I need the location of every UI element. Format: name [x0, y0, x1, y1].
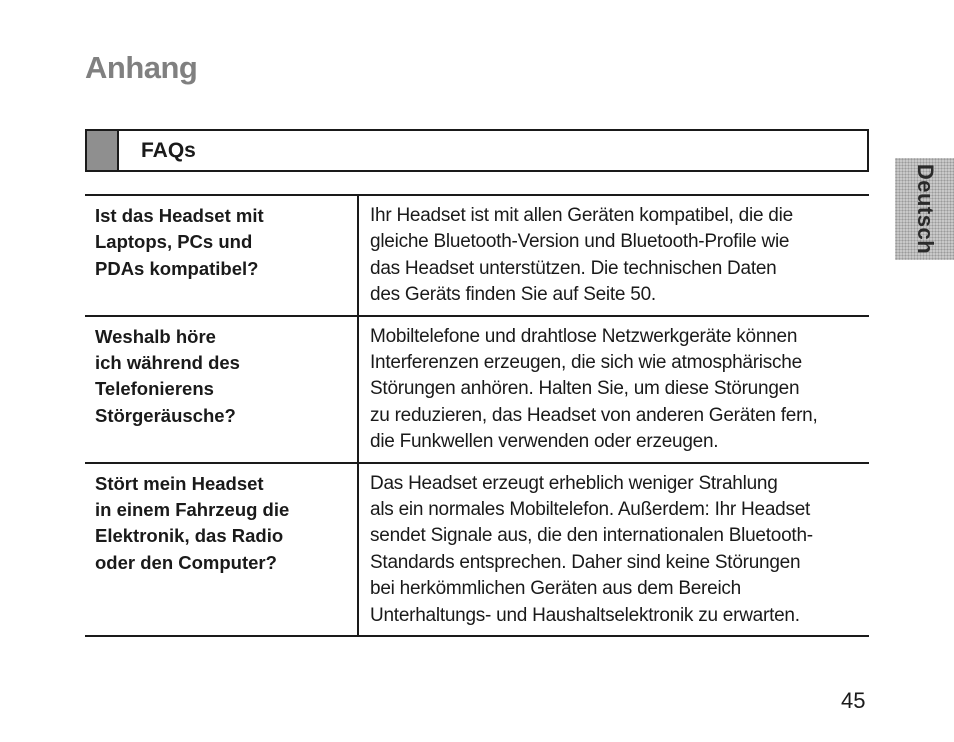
- faq-question-text: Weshalb höre ich während des Telefonierens Störgeräusche?: [95, 325, 240, 426]
- faq-question: [85, 195, 358, 316]
- faq-answer: [358, 195, 869, 316]
- language-tab-label: Deutsch: [912, 163, 938, 255]
- faq-answer: [358, 463, 869, 636]
- section-marker: [87, 131, 119, 170]
- faq-question: [85, 463, 358, 636]
- faq-question-text: Stört mein Headset in einem Fahrzeug die Elektronik, das Radio oder den Computer?: [95, 472, 290, 573]
- faq-table: [85, 194, 869, 637]
- page-number: 45: [841, 688, 866, 713]
- faq-answer: [358, 316, 869, 463]
- language-tab: [895, 158, 954, 260]
- table-row: [85, 195, 869, 316]
- section-title: FAQs: [141, 139, 196, 162]
- page-title: Anhang: [85, 50, 198, 85]
- faq-question: [85, 316, 358, 463]
- faq-answer-text: Mobiltelefone und drahtlose Netzwerkgeräte können Interferenzen erzeugen, die sich wie atmosphärische Störungen anhören. Halten Sie, um diese Störungen zu reduzieren, das Headset von anderen Geräten fern, die Funkwellen verwenden oder erzeugen.: [370, 325, 818, 453]
- table-row: [85, 316, 869, 463]
- faq-answer-text: Das Headset erzeugt erheblich weniger Strahlung als ein normales Mobiltelefon. Außerdem: Ihr Headset sendet Signale aus, die den internationalen Bluetooth- Standards entsprechen. Daher sind keine Störungen bei herkömmlichen Geräten aus dem Bereich Unterhaltungs- und Haushaltselektronik zu erwarten.: [370, 472, 813, 626]
- section-header-faqs: [85, 129, 869, 172]
- faq-answer-text: Ihr Headset ist mit allen Geräten kompatibel, die die gleiche Bluetooth-Version und Bluetooth-Profile wie das Headset unterstützen. Die technischen Daten des Geräts finden Sie auf Seite 50.: [370, 205, 793, 306]
- faq-question-text: Ist das Headset mit Laptops, PCs und PDAs kompatibel?: [95, 205, 264, 279]
- table-row: [85, 463, 869, 636]
